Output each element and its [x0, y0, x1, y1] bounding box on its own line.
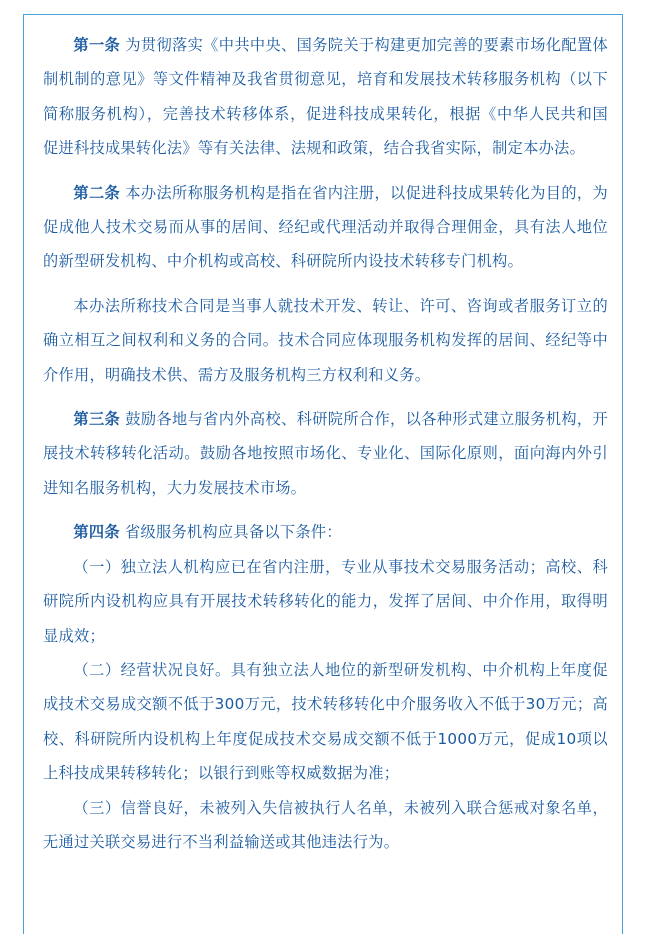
- condition-1-text: （一）独立法人机构应已在省内注册，专业从事技术交易服务活动；高校、科研院所内设机构应具有开展技术转移转化的能力，发挥了居间、中介作用，取得明显成效；: [43, 557, 608, 645]
- document-body: [43, 28, 608, 859]
- article-1-heading: 第一条: [73, 36, 121, 54]
- article-1-paragraph: [43, 28, 608, 166]
- condition-3-paragraph: [43, 791, 608, 860]
- article-2-heading: 第二条: [73, 183, 121, 202]
- article-3-heading: 第三条: [73, 410, 121, 429]
- article-3-text: 鼓励各地与省内外高校、科研院所合作，以各种形式建立服务机构，开展技术转移转化活动。鼓励各地按照市场化、专业化、国际化原则，面向海内外引进知名服务机构，大力发展技术市场。: [43, 410, 608, 497]
- condition-2-text: （二）经营状况良好。具有独立法人地位的新型研发机构、中介机构上年度促成技术交易成交额不低于300万元，技术转移转化中介服务收入不低于30万元；高校、科研院所内设机构上年度促成技术交易成交额不低于1000万元，促成10项以上科技成果转移转化；以银行到账等权威数据为准；: [43, 660, 608, 783]
- article-2-paragraph: [43, 176, 608, 279]
- article-3-paragraph: [43, 402, 608, 505]
- article-4-heading: 第四条: [73, 523, 120, 542]
- condition-2-paragraph: [43, 653, 608, 791]
- article-2-contract-paragraph: [43, 289, 608, 392]
- article-4-paragraph: [43, 515, 608, 549]
- condition-1-paragraph: [43, 550, 608, 653]
- article-1-text: 为贯彻落实《中共中央、国务院关于构建更加完善的要素市场化配置体制机制的意见》等文件精神及我省贯彻意见，培育和发展技术转移服务机构（以下简称服务机构），完善技术转移体系，促进科技成果转化，根据《中华人民共和国促进科技成果转化法》等有关法律、法规和政策，结合我省实际，制定本办法。: [43, 36, 608, 158]
- article-2-text: 本办法所称服务机构是指在省内注册，以促进科技成果转化为目的，为促成他人技术交易而从事的居间、经纪或代理活动并取得合理佣金，具有法人地位的新型研发机构、中介机构或高校、科研院所内设技术转移专门机构。: [43, 183, 608, 271]
- condition-3-text: （三）信誉良好，未被列入失信被执行人名单，未被列入联合惩戒对象名单，无通过关联交易进行不当利益输送或其他违法行为。: [43, 798, 608, 851]
- article-4-text: 省级服务机构应具备以下条件：: [119, 523, 342, 542]
- article-2-contract-text: 本办法所称技术合同是当事人就技术开发、转让、许可、咨询或者服务订立的确立相互之间权利和义务的合同。技术合同应体现服务机构发挥的居间、经纪等中介作用，明确技术供、需方及服务机构三方权利和义务。: [43, 296, 608, 384]
